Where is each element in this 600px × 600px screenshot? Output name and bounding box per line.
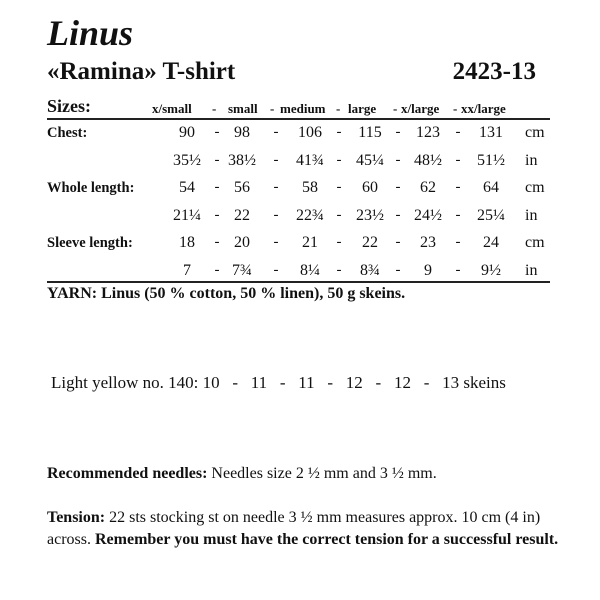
size-header: small — [228, 101, 258, 116]
unit-label: cm — [525, 234, 545, 251]
size-header-dash: - — [393, 101, 398, 116]
separator-dash: - — [395, 234, 401, 250]
size-header-dash: - — [270, 101, 275, 116]
table-cell: 9½ — [481, 262, 501, 279]
separator-dash: - — [395, 124, 401, 140]
color-quantity: Light yellow no. 140: 10 - 11 - 11 - 12 - 12 - 13 skeins — [51, 373, 506, 392]
table-cell: 64 — [483, 179, 499, 196]
separator-dash: - — [273, 124, 279, 140]
size-header: xx/large — [461, 101, 506, 116]
table-cell: 9 — [424, 262, 432, 279]
size-header-dash: - — [336, 101, 341, 116]
table-cell: 54 — [179, 179, 195, 196]
table-cell: 106 — [298, 124, 322, 141]
yarn-info: YARN: Linus (50 % cotton, 50 % linen), 50 g skeins. — [47, 285, 406, 302]
size-header: medium — [280, 101, 326, 116]
separator-dash: - — [455, 124, 461, 140]
size-header: large — [348, 101, 377, 116]
separator-dash: - — [273, 152, 279, 168]
size-header: x/large — [401, 101, 440, 116]
separator-dash: - — [214, 124, 220, 140]
needles-text: Needles size 2 ½ mm and 3 ½ mm. — [207, 465, 437, 482]
table-cell: 62 — [420, 179, 436, 196]
table-cell: 60 — [362, 179, 378, 196]
brand-name: Linus — [47, 13, 134, 53]
unit-label: in — [525, 207, 538, 224]
table-cell: 21 — [302, 234, 318, 251]
table-cell: 7 — [183, 262, 191, 279]
separator-dash: - — [336, 207, 342, 223]
table-cell: 56 — [234, 179, 250, 196]
row-label: Whole length: — [47, 180, 135, 196]
separator-dash: - — [336, 262, 342, 278]
separator-dash: - — [336, 234, 342, 250]
size-header: x/small — [152, 101, 192, 116]
separator-dash: - — [455, 179, 461, 195]
size-header-dash: - — [212, 101, 217, 116]
separator-dash: - — [273, 262, 279, 278]
pattern-title: «Ramina» T-shirt — [47, 58, 236, 85]
table-cell: 23 — [420, 234, 436, 251]
table-cell: 58 — [302, 179, 318, 196]
table-cell: 24 — [483, 234, 499, 251]
needles-label: Recommended needles: — [47, 465, 208, 482]
table-cell: 115 — [358, 124, 382, 141]
separator-dash: - — [455, 234, 461, 250]
table-cell: 8¾ — [360, 262, 380, 279]
table-cell: 48½ — [414, 152, 442, 169]
table-cell: 8¼ — [300, 262, 320, 279]
pattern-code: 2423-13 — [452, 58, 536, 85]
separator-dash: - — [214, 152, 220, 168]
unit-label: in — [525, 262, 538, 279]
separator-dash: - — [395, 207, 401, 223]
table-cell: 20 — [234, 234, 250, 251]
table-cell: 51½ — [477, 152, 505, 169]
table-cell: 7¾ — [232, 262, 252, 279]
table-cell: 123 — [416, 124, 440, 141]
separator-dash: - — [395, 262, 401, 278]
separator-dash: - — [214, 179, 220, 195]
separator-dash: - — [336, 152, 342, 168]
table-bottom-rule — [47, 281, 550, 283]
table-cell: 22 — [234, 207, 250, 224]
table-cell: 18 — [179, 234, 195, 251]
separator-dash: - — [273, 234, 279, 250]
unit-label: in — [525, 152, 538, 169]
table-cell: 22¾ — [296, 207, 324, 224]
needles-paragraph — [47, 463, 567, 485]
separator-dash: - — [214, 262, 220, 278]
table-cell: 38½ — [228, 152, 256, 169]
table-cell: 131 — [479, 124, 503, 141]
table-cell: 98 — [234, 124, 250, 141]
sizes-label: Sizes: — [47, 96, 91, 116]
row-label: Chest: — [47, 125, 88, 141]
table-cell: 24½ — [414, 207, 442, 224]
table-cell: 21¼ — [173, 207, 201, 224]
separator-dash: - — [395, 179, 401, 195]
tension-label: Tension: — [47, 509, 106, 526]
tension-emphasis: Remember you must have the correct tension for a successful result. — [94, 531, 559, 548]
tension-text: 22 sts stocking st on needle 3 ½ mm measures approx. 10 cm (4 in) across. — [47, 509, 541, 548]
table-cell: 35½ — [173, 152, 201, 169]
separator-dash: - — [455, 262, 461, 278]
table-cell: 25¼ — [477, 207, 505, 224]
header-rule — [47, 118, 550, 120]
table-cell: 45¼ — [356, 152, 384, 169]
separator-dash: - — [273, 207, 279, 223]
row-label: Sleeve length: — [47, 235, 133, 251]
tension-paragraph — [47, 507, 567, 551]
separator-dash: - — [336, 179, 342, 195]
separator-dash: - — [395, 152, 401, 168]
table-cell: 22 — [362, 234, 378, 251]
separator-dash: - — [336, 124, 342, 140]
unit-label: cm — [525, 179, 545, 196]
separator-dash: - — [455, 152, 461, 168]
separator-dash: - — [273, 179, 279, 195]
separator-dash: - — [214, 207, 220, 223]
unit-label: cm — [525, 124, 545, 141]
separator-dash: - — [214, 234, 220, 250]
table-cell: 41¾ — [296, 152, 324, 169]
size-header-dash: - — [453, 101, 458, 116]
table-cell: 90 — [179, 124, 195, 141]
table-cell: 23½ — [356, 207, 384, 224]
separator-dash: - — [455, 207, 461, 223]
